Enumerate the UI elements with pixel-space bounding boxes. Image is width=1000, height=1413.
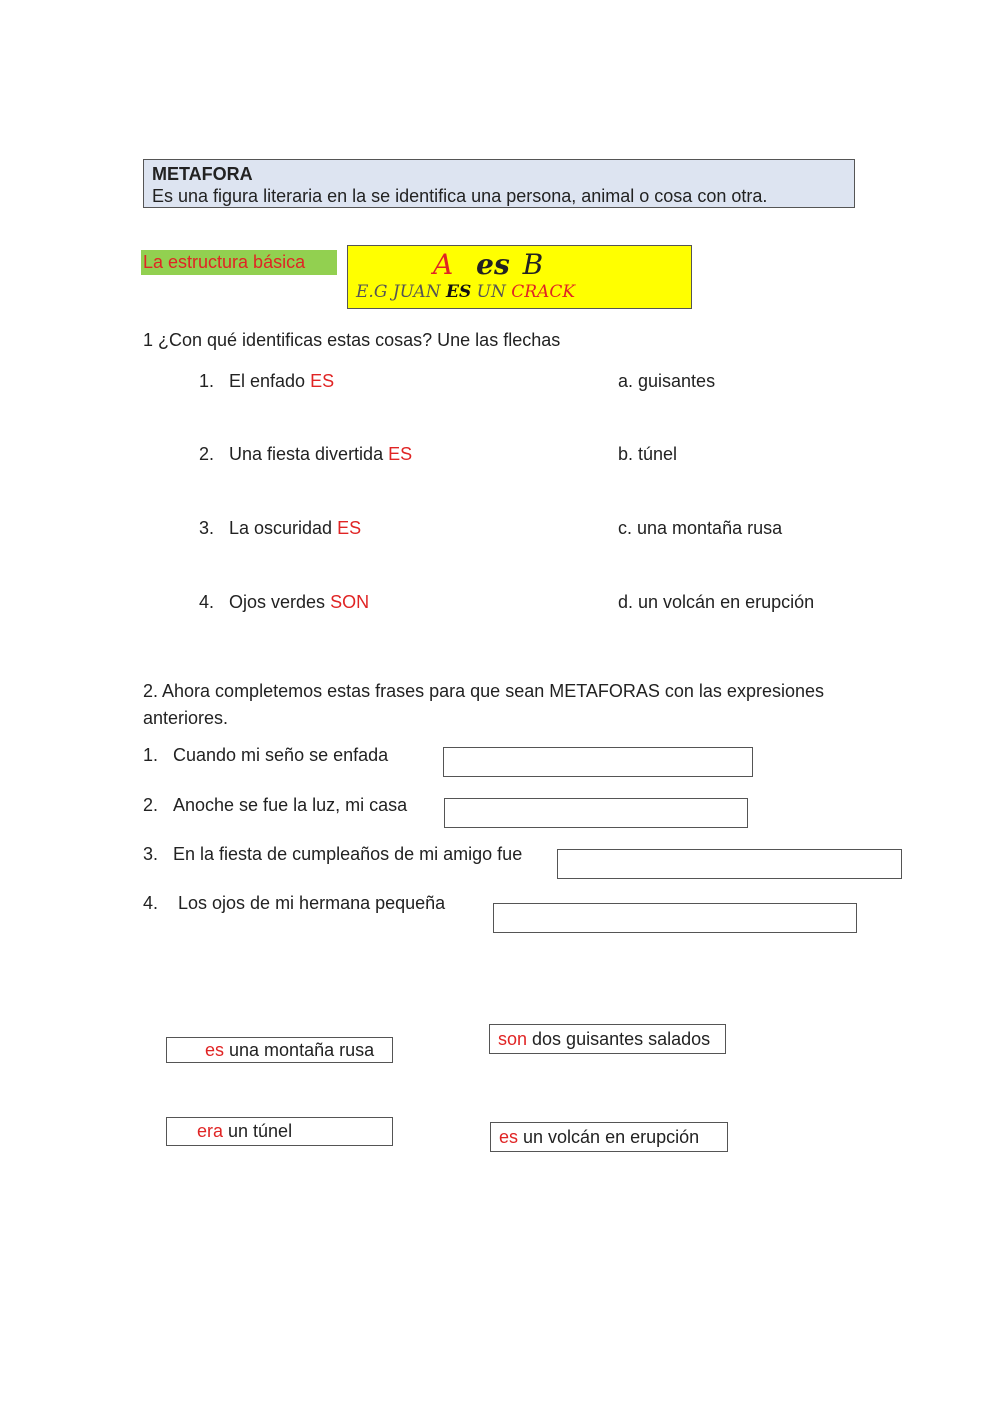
answer-input-4[interactable] bbox=[493, 903, 857, 933]
sentence-num: 3. bbox=[143, 844, 159, 864]
sentence-text: Los ojos de mi hermana pequeña bbox=[173, 893, 446, 913]
sentence-text: Anoche se fue la luz, mi casa bbox=[173, 795, 408, 815]
match-option[interactable]: d. un volcán en erupción bbox=[618, 592, 815, 612]
match-item-verb: ES bbox=[388, 444, 413, 464]
match-item[interactable] bbox=[199, 444, 412, 465]
chip-text: un túnel bbox=[223, 1121, 293, 1141]
definition-title: METAFORA bbox=[152, 164, 253, 184]
match-item-num: 4. bbox=[199, 592, 215, 612]
match-item[interactable] bbox=[199, 518, 361, 539]
sentence bbox=[143, 795, 407, 816]
answer-input-3[interactable] bbox=[557, 849, 902, 879]
match-item-verb: ES bbox=[337, 518, 362, 538]
match-item[interactable] bbox=[199, 592, 369, 613]
match-option[interactable]: c. una montaña rusa bbox=[618, 518, 783, 538]
match-item[interactable] bbox=[199, 371, 334, 392]
formula bbox=[433, 248, 543, 281]
structure-formula-box bbox=[347, 245, 692, 309]
sentence-text: En la fiesta de cumpleaños de mi amigo fue bbox=[173, 844, 523, 864]
exercise2-prompt: 2. Ahora completemos estas frases para que sean METAFORAS con las expresiones anteriores. bbox=[143, 681, 824, 728]
example-es: ES bbox=[445, 282, 472, 302]
chip-verb: es bbox=[499, 1127, 519, 1147]
sentence bbox=[143, 745, 388, 766]
definition-box bbox=[143, 159, 855, 208]
sentence-text: Cuando mi seño se enfada bbox=[173, 745, 389, 765]
chip-text: un volcán en erupción bbox=[518, 1127, 700, 1147]
match-option[interactable]: b. túnel bbox=[618, 444, 678, 464]
match-option[interactable]: a. guisantes bbox=[618, 371, 716, 391]
chip-verb: es bbox=[205, 1040, 225, 1060]
sentence-num: 4. bbox=[143, 893, 159, 913]
match-item-text: La oscuridad bbox=[229, 518, 333, 538]
match-item-num: 1. bbox=[199, 371, 215, 391]
formula-es: es bbox=[476, 248, 510, 281]
chip-text: dos guisantes salados bbox=[527, 1029, 711, 1049]
chip-verb: era bbox=[197, 1121, 224, 1141]
sentence bbox=[143, 844, 522, 865]
match-item-num: 3. bbox=[199, 518, 215, 538]
answer-chip[interactable] bbox=[490, 1122, 728, 1152]
sentence bbox=[143, 893, 445, 914]
answer-chip[interactable] bbox=[166, 1037, 393, 1063]
answer-input-2[interactable] bbox=[444, 798, 748, 828]
match-item-verb: ES bbox=[310, 371, 335, 391]
match-item-text: Una fiesta divertida bbox=[229, 444, 384, 464]
match-item-text: El enfado bbox=[229, 371, 306, 391]
definition-text: Es una figura literaria en la se identifica una persona, animal o cosa con otra. bbox=[152, 186, 768, 206]
sentence-num: 2. bbox=[143, 795, 159, 815]
match-item-num: 2. bbox=[199, 444, 215, 464]
example-crack: CRACK bbox=[511, 282, 576, 302]
structure-label: La estructura básica bbox=[141, 250, 337, 275]
sentence-num: 1. bbox=[143, 745, 159, 765]
formula-b: B bbox=[522, 248, 544, 281]
exercise1-prompt: 1 ¿Con qué identificas estas cosas? Une las flechas bbox=[143, 330, 561, 350]
answer-chip[interactable] bbox=[489, 1024, 726, 1054]
formula-a: A bbox=[433, 248, 454, 281]
example-un: UN bbox=[476, 282, 506, 302]
match-item-text: Ojos verdes bbox=[229, 592, 326, 612]
answer-chip[interactable] bbox=[166, 1117, 393, 1146]
example-prefix: E.G JUAN bbox=[356, 282, 441, 302]
chip-text: una montaña rusa bbox=[224, 1040, 375, 1060]
formula-example bbox=[356, 282, 575, 302]
chip-verb: son bbox=[498, 1029, 528, 1049]
answer-input-1[interactable] bbox=[443, 747, 753, 777]
match-item-verb: SON bbox=[330, 592, 370, 612]
